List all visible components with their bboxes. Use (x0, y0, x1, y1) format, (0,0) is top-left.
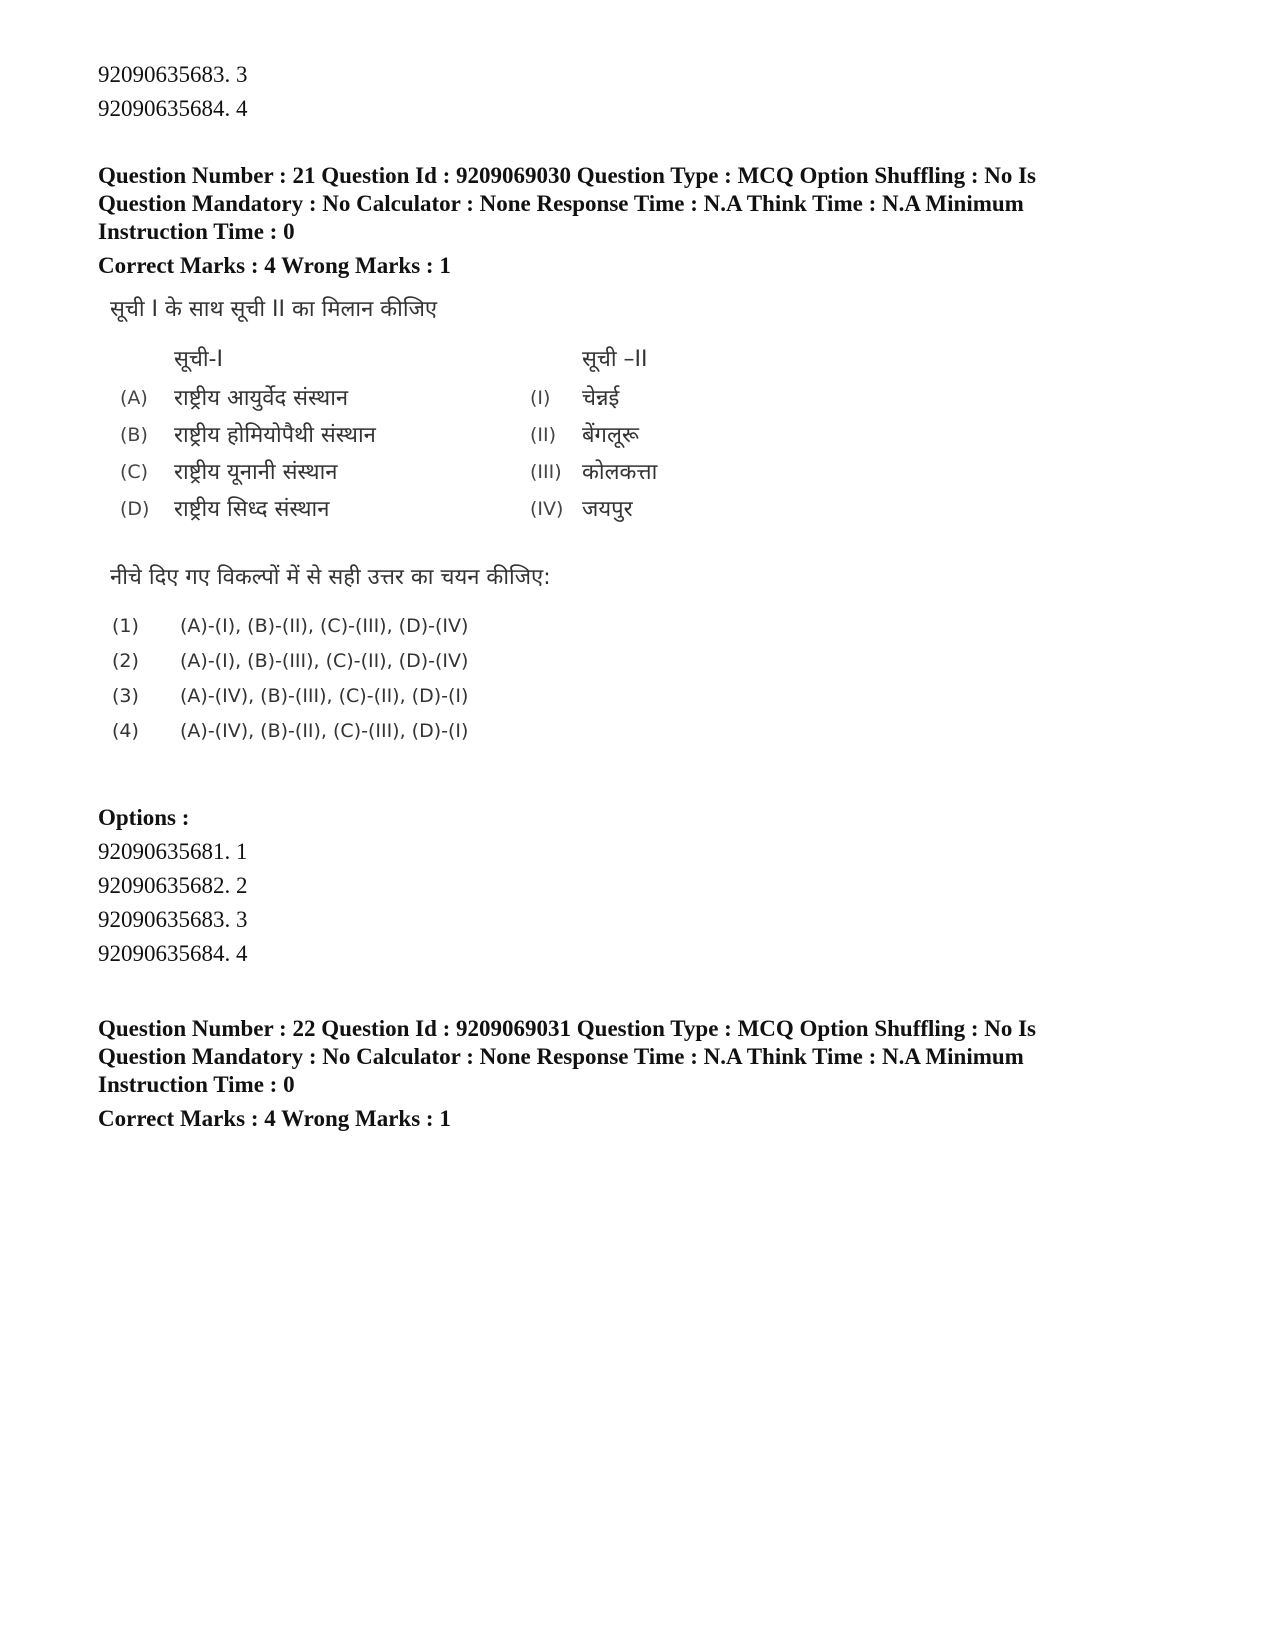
list2-label: (III) (530, 461, 562, 483)
choice-number: (4) (112, 720, 139, 742)
prev-option-4: 92090635684. 4 (98, 96, 248, 121)
list1-item: राष्ट्रीय आयुर्वेद संस्थान (174, 386, 349, 411)
choice-number: (3) (112, 685, 139, 707)
prev-option-3: 92090635683. 3 (98, 62, 248, 87)
list1-item: राष्ट्रीय सिध्द संस्थान (174, 497, 330, 522)
choice-text: (A)-(I), (B)-(II), (C)-(III), (D)-(IV) (180, 615, 469, 637)
choice-number: (1) (112, 615, 139, 637)
q21-option: 92090635682. 2 (98, 873, 248, 898)
q21-options-label: Options : (98, 805, 190, 830)
choice-text: (A)-(I), (B)-(III), (C)-(II), (D)-(IV) (180, 650, 469, 672)
list1-label: (A) (120, 387, 148, 409)
list2-label: (II) (530, 424, 557, 446)
q21-option: 92090635684. 4 (98, 941, 248, 966)
choice-text: (A)-(IV), (B)-(II), (C)-(III), (D)-(I) (180, 720, 469, 742)
list1-label: (B) (120, 424, 148, 446)
list2-label: (IV) (530, 498, 564, 520)
choice-text: (A)-(IV), (B)-(III), (C)-(II), (D)-(I) (180, 685, 469, 707)
q21-option: 92090635683. 3 (98, 907, 248, 932)
q21-question-body (98, 293, 1198, 783)
list2-header: सूची –II (582, 347, 648, 372)
list1-label: (C) (120, 461, 149, 483)
q21-prompt: सूची I के साथ सूची II का मिलान कीजिए (110, 297, 438, 322)
q21-meta: Question Number : 21 Question Id : 9209069030 Question Type : MCQ Option Shuffling : No Is Question Mandatory : No Calculator : None Response Time : N.A Think Time : N.A Minimum Instruction Time : 0 (98, 163, 1037, 244)
list2-label: (I) (530, 387, 551, 409)
list2-item: कोलकत्ता (582, 460, 658, 485)
q21-marks: Correct Marks : 4 Wrong Marks : 1 (98, 253, 451, 278)
list2-item: जयपुर (582, 497, 633, 522)
list2-item: चेन्नई (582, 386, 620, 411)
choice-number: (2) (112, 650, 139, 672)
list1-item: राष्ट्रीय यूनानी संस्थान (174, 460, 338, 485)
list1-item: राष्ट्रीय होमियोपैथी संस्थान (174, 423, 376, 448)
q22-marks: Correct Marks : 4 Wrong Marks : 1 (98, 1106, 451, 1131)
q21-instruction: नीचे दिए गए विकल्पों में से सही उत्तर का चयन कीजिए: (110, 565, 551, 590)
list2-item: बेंगलूरू (582, 423, 639, 448)
q21-option: 92090635681. 1 (98, 839, 248, 864)
list1-header: सूची-I (174, 347, 223, 372)
document-page (98, 58, 1198, 1136)
q22-meta: Question Number : 22 Question Id : 9209069031 Question Type : MCQ Option Shuffling : No Is Question Mandatory : No Calculator : None Response Time : N.A Think Time : N.A Minimum Instruction Time : 0 (98, 1016, 1037, 1097)
list1-label: (D) (120, 498, 150, 520)
